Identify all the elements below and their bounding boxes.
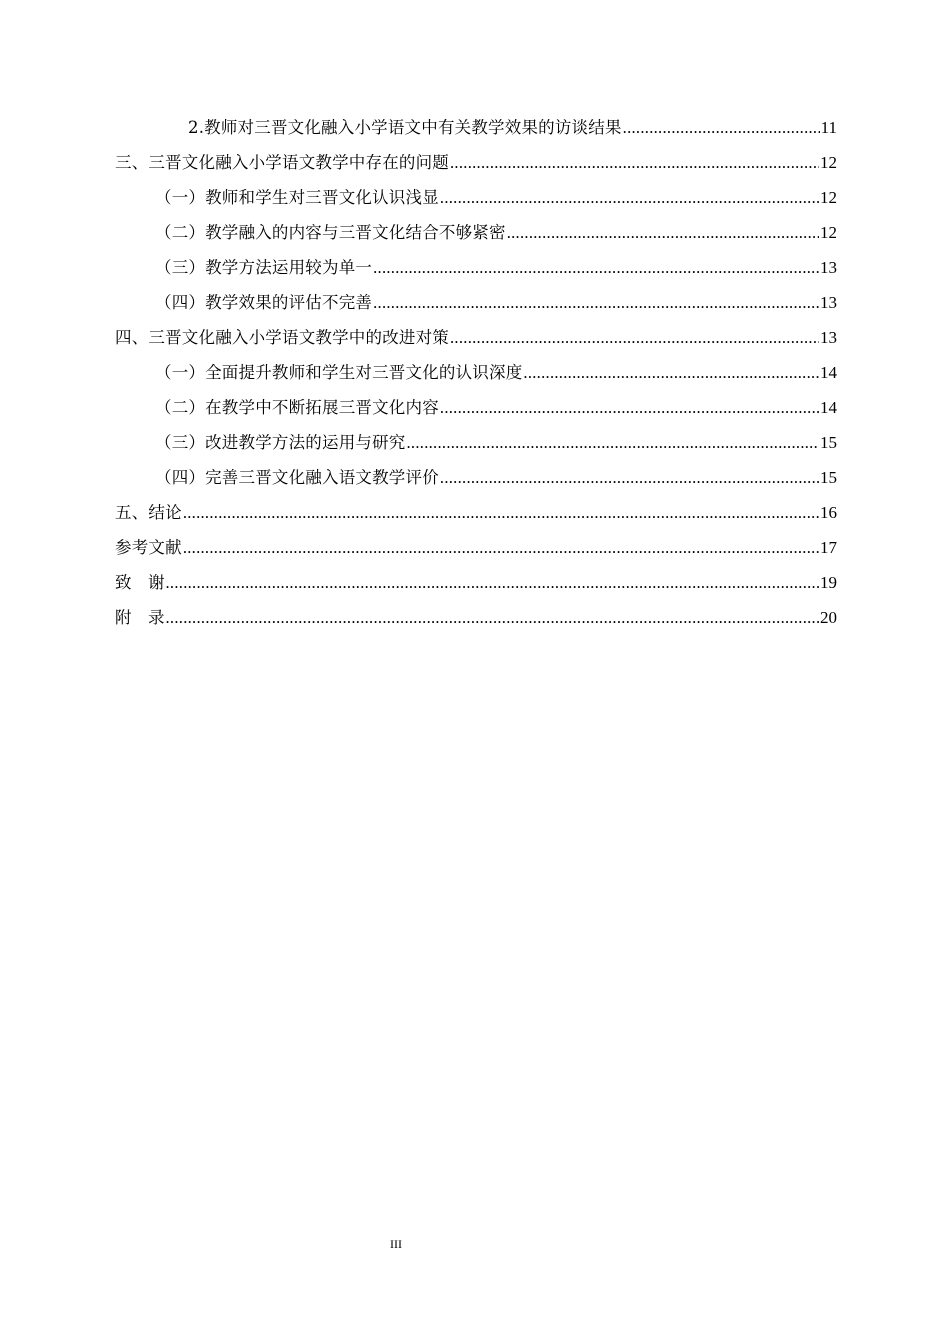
toc-entry-references[interactable]	[115, 530, 837, 565]
toc-entry-title: 五、结论	[115, 503, 182, 522]
toc-entry-3-2[interactable]	[115, 215, 837, 250]
toc-entry-title: 附 录	[115, 608, 165, 627]
toc-dot-leader	[440, 180, 819, 215]
toc-entry-teacher-interview-results[interactable]	[115, 110, 837, 145]
toc-entry-page: 20	[820, 608, 837, 627]
toc-entry-title: （三）教学方法运用较为单一	[155, 258, 373, 277]
toc-entry-title: （二）在教学中不断拓展三晋文化内容	[155, 398, 439, 417]
toc-entry-page: 11	[820, 118, 837, 137]
toc-dot-leader	[450, 320, 819, 355]
toc-entry-4-2[interactable]	[115, 390, 837, 425]
toc-dot-leader	[440, 390, 819, 425]
toc-entry-3-1[interactable]	[115, 180, 837, 215]
toc-entry-page: 19	[820, 573, 837, 592]
toc-entry-title: 2.教师对三晋文化融入小学语文中有关教学效果的访谈结果	[188, 118, 622, 137]
toc-entry-title: （四）教学效果的评估不完善	[155, 293, 373, 312]
toc-entry-page: 13	[820, 258, 837, 277]
toc-dot-leader	[373, 285, 819, 320]
toc-entry-title: 参考文献	[115, 538, 182, 557]
toc-entry-page: 12	[820, 223, 837, 242]
toc-dot-leader	[183, 495, 819, 530]
toc-dot-leader	[183, 530, 819, 565]
toc-entry-page: 12	[820, 188, 837, 207]
toc-entry-page: 13	[820, 293, 837, 312]
toc-entry-title: 三、三晋文化融入小学语文教学中存在的问题	[115, 153, 449, 172]
toc-entry-page: 16	[820, 503, 837, 522]
toc-entry-title: 四、三晋文化融入小学语文教学中的改进对策	[115, 328, 449, 347]
toc-entry-4-1[interactable]	[115, 355, 837, 390]
toc-entry-3-4[interactable]	[115, 285, 837, 320]
toc-entry-title: （三）改进教学方法的运用与研究	[155, 433, 406, 452]
toc-entry-title: （一）全面提升教师和学生对三晋文化的认识深度	[155, 363, 523, 382]
toc-entry-page: 17	[820, 538, 837, 557]
toc-entry-page: 13	[820, 328, 837, 347]
toc-entry-4-4[interactable]	[115, 460, 837, 495]
toc-dot-leader	[507, 215, 819, 250]
toc-entry-4-3[interactable]	[115, 425, 837, 460]
toc-entry-page: 14	[820, 398, 837, 417]
toc-entry-page: 15	[820, 433, 837, 452]
toc-entry-title: （一）教师和学生对三晋文化认识浅显	[155, 188, 439, 207]
toc-entry-acknowledgements[interactable]	[115, 565, 837, 600]
toc-dot-leader	[166, 600, 820, 635]
toc-entry-title: 致 谢	[115, 573, 165, 592]
toc-dot-leader	[450, 145, 819, 180]
toc-entry-page: 12	[820, 153, 837, 172]
table-of-contents	[115, 110, 837, 635]
toc-dot-leader	[166, 565, 820, 600]
toc-entry-page: 15	[820, 468, 837, 487]
page-number-footer: III	[390, 1237, 402, 1251]
toc-entry-chapter-4-countermeasures[interactable]	[115, 320, 837, 355]
toc-dot-leader	[523, 355, 819, 390]
toc-entry-appendix[interactable]	[115, 600, 837, 635]
toc-dot-leader	[407, 425, 820, 460]
toc-entry-chapter-5-conclusion[interactable]	[115, 495, 837, 530]
toc-entry-3-3[interactable]	[115, 250, 837, 285]
toc-entry-title: （四）完善三晋文化融入语文教学评价	[155, 468, 439, 487]
toc-dot-leader	[440, 460, 819, 495]
toc-entry-page: 14	[820, 363, 837, 382]
toc-entry-title: （二）教学融入的内容与三晋文化结合不够紧密	[155, 223, 506, 242]
toc-dot-leader	[623, 110, 820, 145]
toc-entry-chapter-3-problems[interactable]	[115, 145, 837, 180]
toc-dot-leader	[373, 250, 819, 285]
